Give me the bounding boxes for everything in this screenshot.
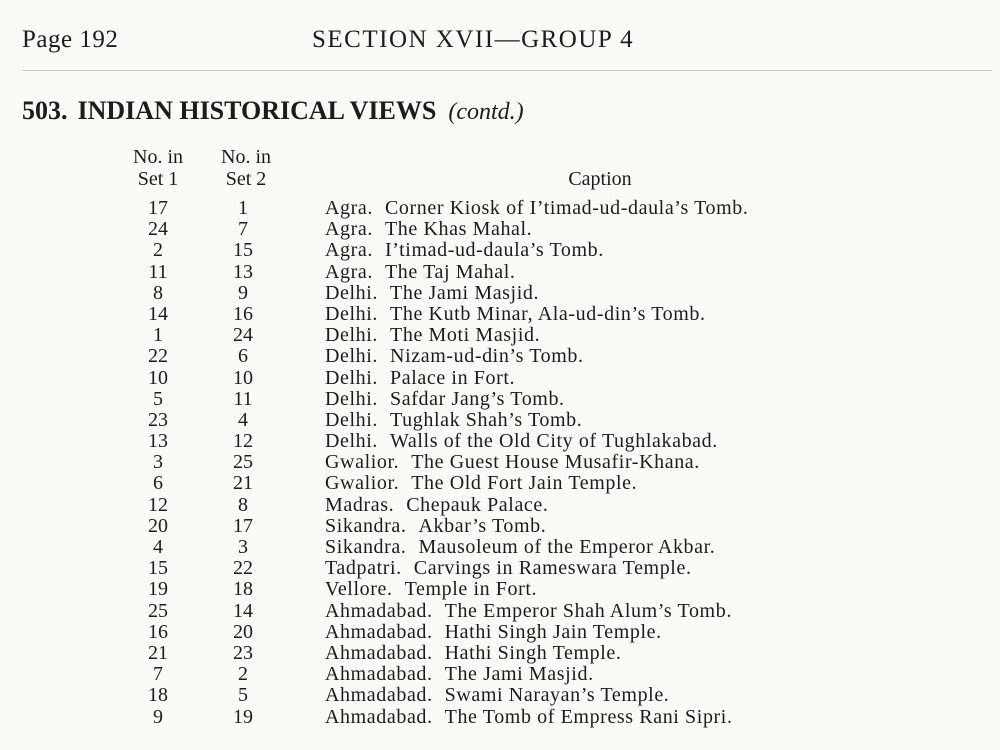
set2-number: 18: [233, 578, 253, 601]
set1-number: 18: [148, 684, 168, 707]
caption-place: Agra.: [325, 260, 373, 283]
caption-text: Akbar’s Tomb.: [418, 514, 547, 537]
section-heading: SECTION XVII—GROUP 4: [312, 26, 635, 53]
caption-text: The Guest House Musafir-Khana.: [411, 451, 700, 474]
caption-text: Walls of the Old City of Tughlakabad.: [390, 430, 718, 453]
caption-text: Hathi Singh Jain Temple.: [444, 620, 662, 643]
set2-number: 10: [233, 366, 253, 389]
set1-number: 25: [148, 599, 168, 622]
caption-place: Delhi.: [325, 408, 379, 431]
table-row: [0, 643, 1000, 664]
caption-place: Delhi.: [325, 324, 379, 347]
caption-text: Tughlak Shah’s Tomb.: [390, 408, 583, 431]
set2-number: 21: [233, 472, 253, 495]
caption-text: Carvings in Rameswara Temple.: [413, 557, 692, 580]
caption-place: Delhi.: [325, 281, 379, 304]
caption-cell: [325, 389, 565, 410]
set2-number: 14: [233, 599, 253, 622]
caption-cell: [325, 198, 748, 219]
set2-number: 20: [233, 620, 253, 643]
table-row: [0, 368, 1000, 389]
set1-number: 23: [148, 408, 168, 431]
column-header-set1-line2: Set 1: [137, 168, 179, 190]
table-row: [0, 622, 1000, 643]
caption-text: Palace in Fort.: [390, 366, 516, 389]
set1-number: 3: [153, 451, 163, 474]
caption-place: Sikandra.: [325, 536, 407, 558]
caption-cell: [325, 685, 669, 706]
caption-text: Hathi Singh Temple.: [444, 641, 622, 664]
set1-number: 10: [148, 366, 168, 389]
set2-number: 24: [233, 324, 253, 347]
caption-cell: [325, 558, 692, 579]
caption-text: I’timad-ud-daula’s Tomb.: [384, 239, 604, 262]
set2-number: 15: [233, 239, 253, 262]
table-row: [0, 431, 1000, 452]
set2-number: 22: [233, 557, 253, 580]
set1-number: 9: [153, 705, 163, 728]
set1-number: 5: [153, 387, 163, 410]
caption-cell: [325, 643, 621, 664]
table-row: [0, 262, 1000, 283]
caption-cell: [325, 368, 515, 389]
caption-cell: [325, 707, 733, 728]
caption-place: Delhi.: [325, 387, 379, 410]
set2-number: 23: [233, 641, 253, 664]
caption-place: Agra.: [325, 239, 373, 262]
caption-text: The Moti Masjid.: [390, 324, 541, 347]
running-head: [22, 26, 982, 58]
caption-cell: [325, 219, 532, 240]
set1-number: 4: [153, 536, 163, 558]
caption-text: The Kutb Minar, Ala-ud-din’s Tomb.: [390, 302, 706, 325]
caption-place: Delhi.: [325, 302, 379, 325]
caption-cell: [325, 452, 700, 473]
set2-number: 7: [238, 218, 248, 241]
set1-number: 21: [148, 641, 168, 664]
views-table: [0, 198, 1000, 728]
caption-cell: [325, 664, 594, 685]
set2-number: 11: [233, 387, 253, 410]
column-header-caption: Caption: [568, 168, 632, 190]
caption-cell: [325, 516, 546, 537]
entry-number: 503.: [22, 96, 68, 125]
caption-cell: [325, 240, 604, 261]
table-row: [0, 707, 1000, 728]
caption-text: The Taj Mahal.: [384, 260, 516, 283]
caption-place: Agra.: [325, 218, 373, 241]
caption-place: Tadpatri.: [325, 557, 402, 580]
caption-cell: [325, 304, 706, 325]
table-row: [0, 346, 1000, 367]
caption-text: Corner Kiosk of I’timad-ud-daula’s Tomb.: [384, 197, 749, 219]
set2-number: 19: [233, 705, 253, 728]
caption-text: Safdar Jang’s Tomb.: [390, 387, 565, 410]
caption-cell: [325, 325, 540, 346]
caption-text: The Jami Masjid.: [444, 663, 594, 686]
caption-text: Nizam-ud-din’s Tomb.: [390, 345, 584, 368]
caption-place: Ahmadabad.: [325, 641, 433, 664]
table-row: [0, 495, 1000, 516]
set2-number: 13: [233, 260, 253, 283]
set1-number: 6: [153, 472, 163, 495]
caption-place: Ahmadabad.: [325, 705, 433, 728]
caption-place: Madras.: [325, 493, 395, 516]
caption-place: Ahmadabad.: [325, 684, 433, 707]
set2-number: 4: [238, 408, 248, 431]
set1-number: 24: [148, 218, 168, 241]
set1-number: 20: [148, 514, 168, 537]
set1-number: 19: [148, 578, 168, 601]
column-header-set2-line2: Set 2: [225, 168, 267, 190]
entry-title-text: INDIAN HISTORICAL VIEWS: [77, 96, 437, 125]
caption-cell: [325, 473, 637, 494]
caption-cell: [325, 579, 537, 600]
caption-text: The Emperor Shah Alum’s Tomb.: [444, 599, 732, 622]
caption-cell: [325, 622, 662, 643]
table-row: [0, 516, 1000, 537]
caption-place: Ahmadabad.: [325, 620, 433, 643]
caption-place: Delhi.: [325, 430, 379, 453]
caption-cell: [325, 283, 539, 304]
set2-number: 1: [238, 197, 248, 219]
caption-text: Temple in Fort.: [404, 578, 538, 601]
set1-number: 13: [148, 430, 168, 453]
caption-cell: [325, 495, 548, 516]
set1-number: 7: [153, 663, 163, 686]
set1-number: 8: [153, 281, 163, 304]
table-row: [0, 452, 1000, 473]
table-row: [0, 389, 1000, 410]
column-header-set2-line1: No. in: [221, 146, 271, 168]
table-row: [0, 198, 1000, 219]
table-row: [0, 283, 1000, 304]
table-row: [0, 240, 1000, 261]
table-row: [0, 410, 1000, 431]
set1-number: 12: [148, 493, 168, 516]
caption-place: Gwalior.: [325, 451, 400, 474]
set1-number: 22: [148, 345, 168, 368]
set2-number: 17: [233, 514, 253, 537]
set2-number: 9: [238, 281, 248, 304]
set2-number: 12: [233, 430, 253, 453]
caption-cell: [325, 410, 582, 431]
table-row: [0, 304, 1000, 325]
set1-number: 16: [148, 620, 168, 643]
set1-number: 14: [148, 302, 168, 325]
caption-text: The Tomb of Empress Rani Sipri.: [444, 705, 733, 728]
caption-text: The Khas Mahal.: [384, 218, 533, 241]
caption-cell: [325, 537, 715, 558]
column-header-set2: [206, 146, 286, 190]
table-row: [0, 579, 1000, 600]
table-row: [0, 473, 1000, 494]
set1-number: 17: [148, 197, 168, 219]
caption-place: Agra.: [325, 197, 373, 219]
table-row: [0, 537, 1000, 558]
caption-text: Mausoleum of the Emperor Akbar.: [418, 536, 716, 558]
set2-number: 2: [238, 663, 248, 686]
caption-place: Sikandra.: [325, 514, 407, 537]
caption-text: The Jami Masjid.: [390, 281, 540, 304]
table-row: [0, 601, 1000, 622]
set2-number: 3: [238, 536, 248, 558]
set1-number: 1: [153, 324, 163, 347]
caption-cell: [325, 431, 718, 452]
table-row: [0, 325, 1000, 346]
caption-cell: [325, 346, 584, 367]
set2-number: 5: [238, 684, 248, 707]
set2-number: 16: [233, 302, 253, 325]
caption-text: The Old Fort Jain Temple.: [411, 472, 638, 495]
caption-place: Ahmadabad.: [325, 599, 433, 622]
table-row: [0, 685, 1000, 706]
entry-contd: (contd.): [448, 99, 524, 125]
caption-place: Ahmadabad.: [325, 663, 433, 686]
set2-number: 6: [238, 345, 248, 368]
caption-place: Gwalior.: [325, 472, 400, 495]
caption-place: Delhi.: [325, 345, 379, 368]
set1-number: 11: [148, 260, 168, 283]
column-header-set1-line1: No. in: [133, 146, 183, 168]
table-row: [0, 558, 1000, 579]
table-row: [0, 219, 1000, 240]
entry-title: [22, 96, 524, 126]
caption-place: Vellore.: [325, 578, 393, 601]
set2-number: 8: [238, 493, 248, 516]
table-row: [0, 664, 1000, 685]
set2-number: 25: [233, 451, 253, 474]
header-rule: [22, 70, 992, 71]
caption-place: Delhi.: [325, 366, 379, 389]
column-header-set1: [118, 146, 198, 190]
caption-cell: [325, 262, 515, 283]
caption-cell: [325, 601, 732, 622]
caption-text: Chepauk Palace.: [406, 493, 549, 516]
set1-number: 2: [153, 239, 163, 262]
caption-text: Swami Narayan’s Temple.: [444, 684, 670, 707]
page-number: Page 192: [22, 26, 119, 53]
set1-number: 15: [148, 557, 168, 580]
